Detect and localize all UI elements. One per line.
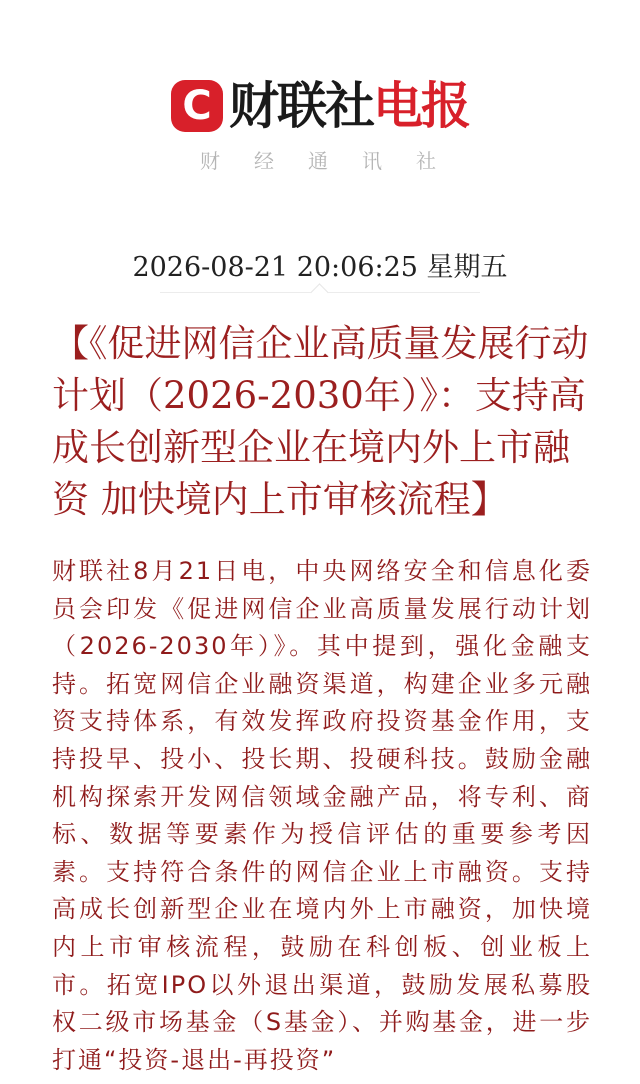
logo-c-icon: C (171, 80, 223, 132)
article-body: 财联社8月21日电，中央网络安全和信息化委员会印发《促进网信企业高质量发展行动计划（2026-2030年）》。其中提到，强化金融支持。拓宽网信企业融资渠道，构建企业多元融资支持体系，有效发挥政府投资基金作用，支持投早、投小、投长期、投硬科技。鼓励金融机构探索开发网信领域金融产品，将专利、商标、数据等要素作为授信评估的重要参考因素。支持符合条件的网信企业上市融资。支持高成长创新型企业在境内外上市融资，加快境内上市审核流程，鼓励在科创板、创业板上市。拓宽IPO以外退出渠道，鼓励发展私募股权二级市场基金（S基金）、并购基金，进一步打通“投资-退出-再投资” (52, 557, 592, 1074)
article-headline: 【《促进网信企业高质量发展行动计划（2026-2030年）》：支持高成长创新型企业在境内外上市融资 加快境内上市审核流程】 (52, 322, 589, 521)
divider-notch (310, 283, 328, 301)
logo-wordmark (229, 77, 469, 135)
logo (0, 72, 640, 140)
agency-subtitle: 财经通讯社 (200, 149, 470, 173)
publish-datetime: 2026-08-21 20:06:25 星期五 (132, 252, 508, 283)
logo-wordmark-part1: 财联社 (229, 77, 373, 135)
logo-wordmark-part2: 电报 (373, 77, 469, 135)
